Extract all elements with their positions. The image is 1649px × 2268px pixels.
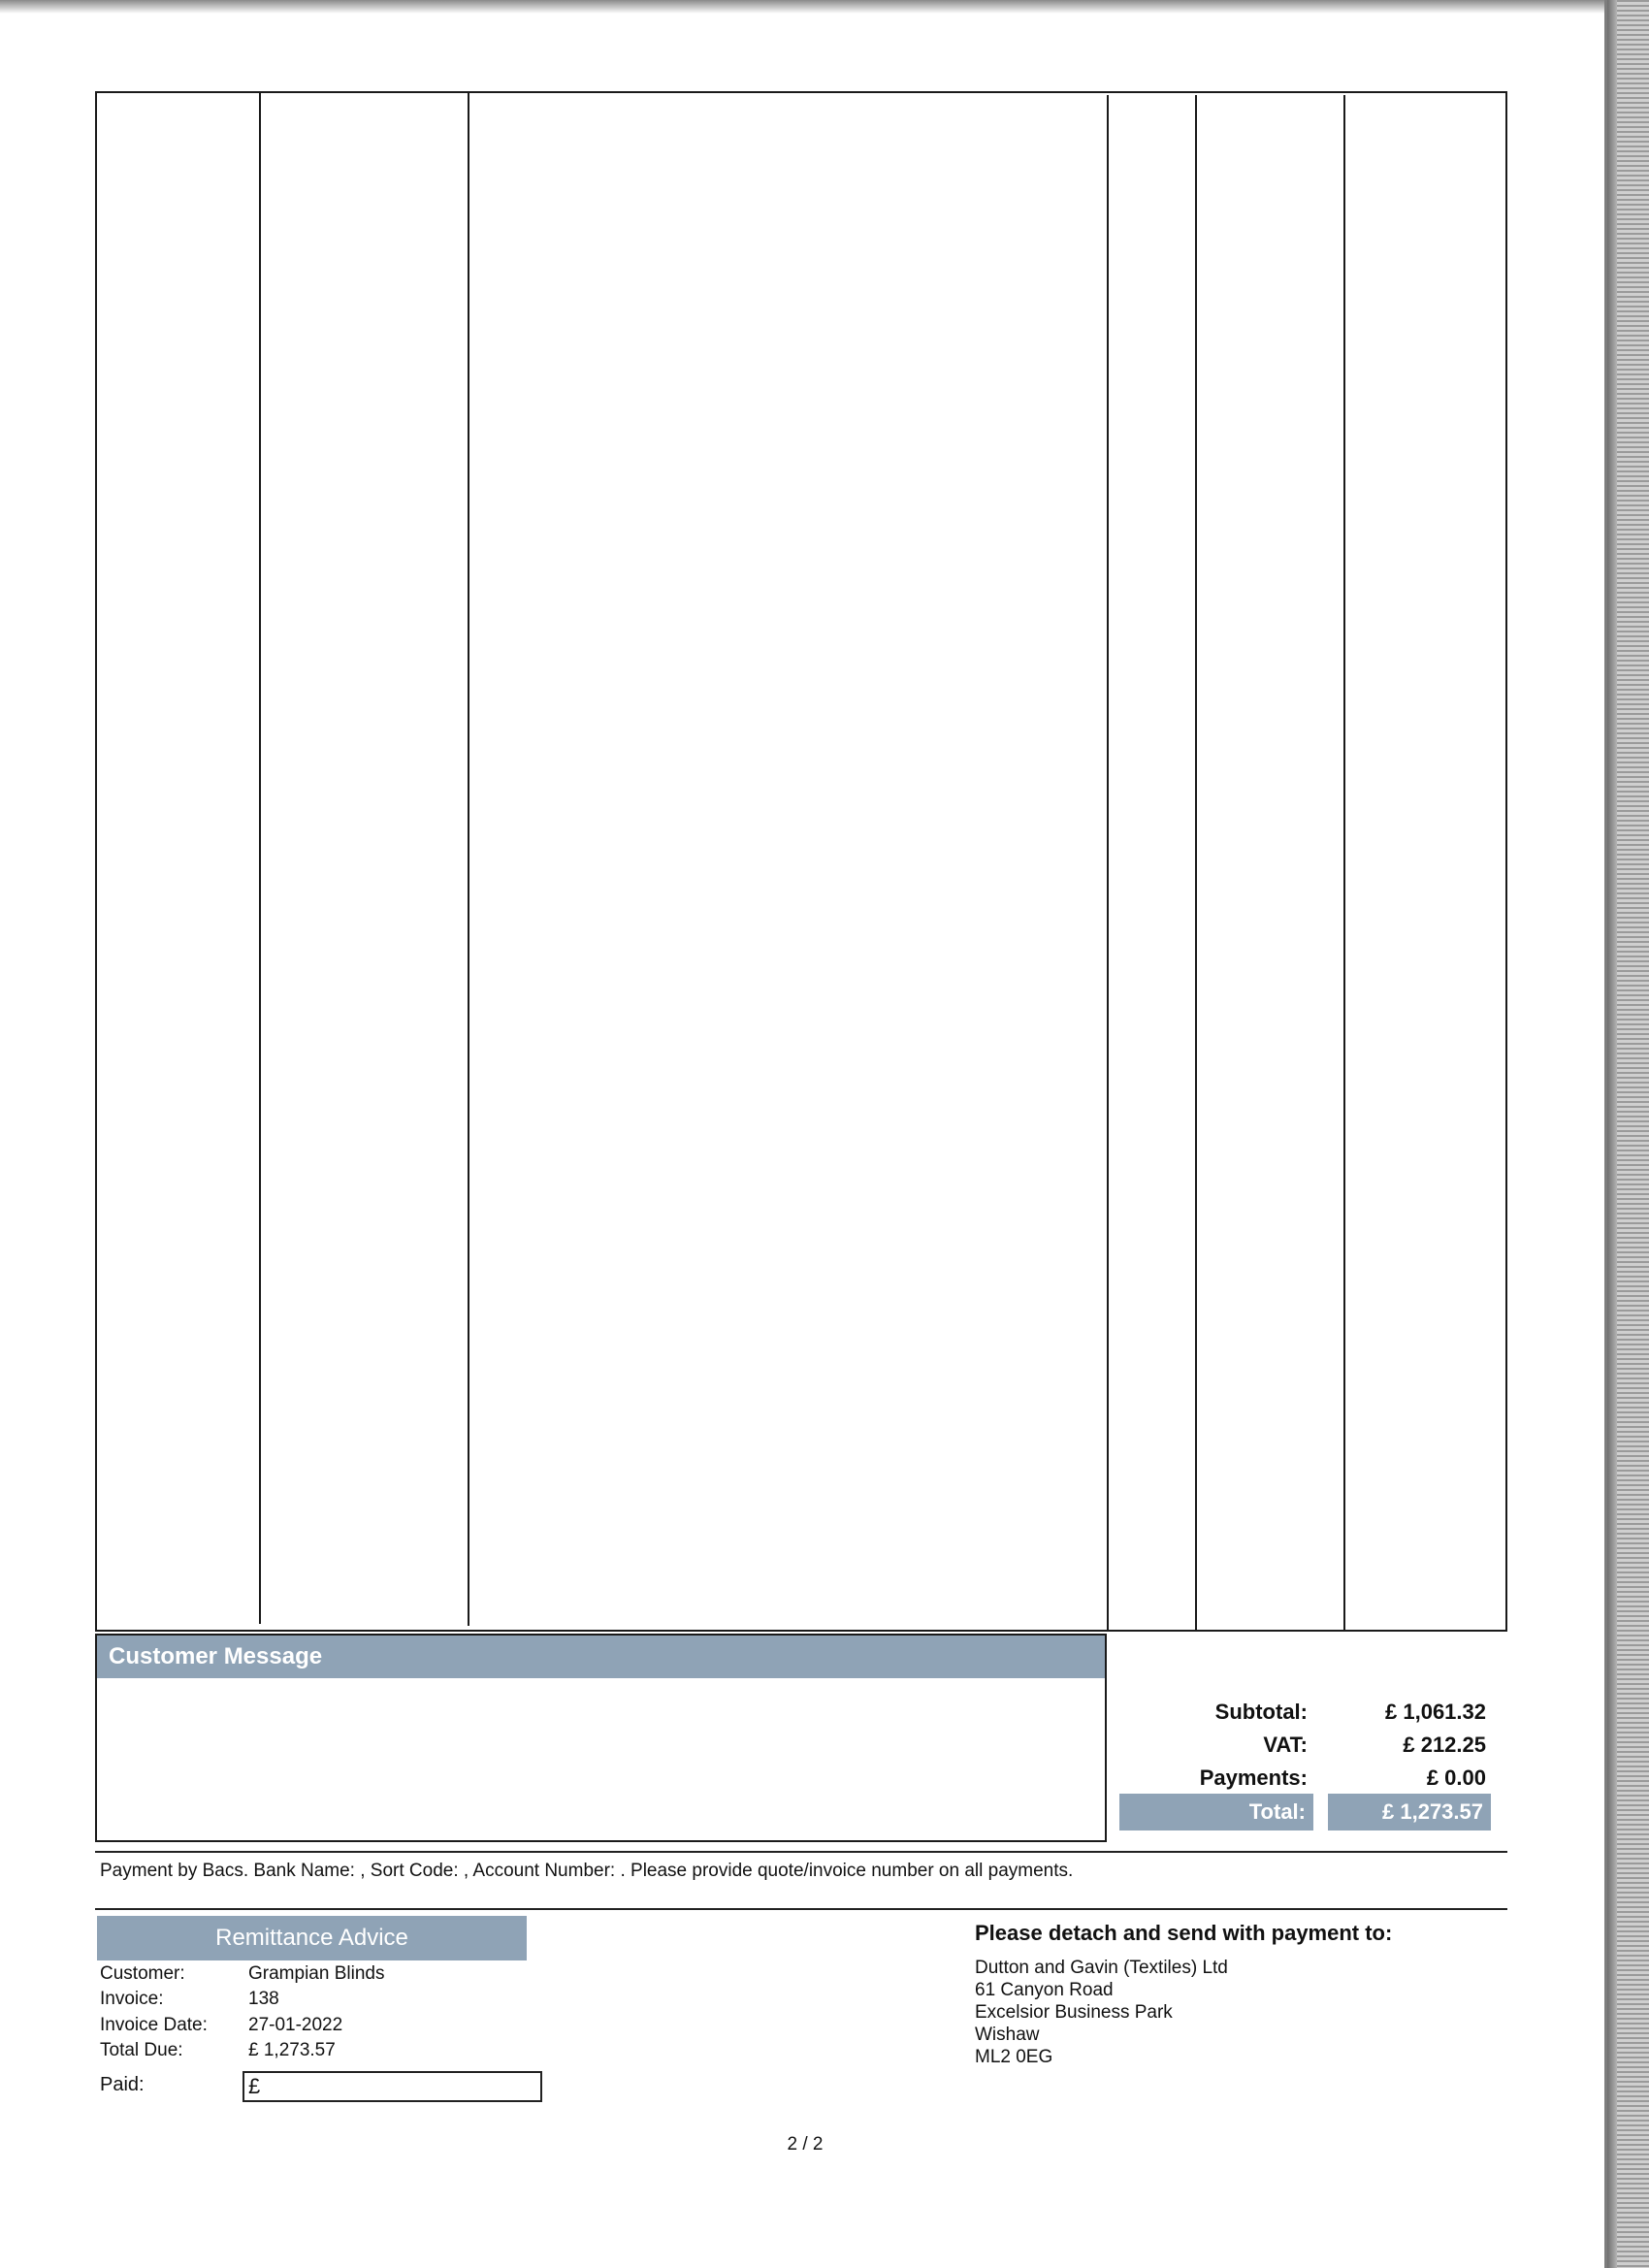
table-column-divider (1195, 95, 1197, 1632)
remit-due-value: £ 1,273.57 (248, 2040, 336, 2060)
divider-rule (95, 1851, 1507, 1853)
total-label: Total: (1119, 1794, 1313, 1831)
customer-message-box (95, 1634, 1107, 1842)
remit-customer-label: Customer: (100, 1963, 185, 1984)
table-column-divider (1343, 95, 1345, 1632)
scan-edge-top (0, 0, 1649, 14)
remit-paid-label: Paid: (100, 2074, 145, 2095)
table-column-divider (259, 91, 261, 1624)
vat-label: VAT: (1263, 1733, 1308, 1757)
vat-value: £ 212.25 (1403, 1733, 1486, 1757)
subtotal-value: £ 1,061.32 (1385, 1700, 1486, 1724)
line-items-table (95, 91, 1507, 1632)
table-column-divider (1107, 95, 1109, 1630)
address-line: Dutton and Gavin (Textiles) Ltd (975, 1958, 1228, 1978)
remit-customer-value: Grampian Blinds (248, 1963, 385, 1984)
payments-label: Payments: (1199, 1766, 1308, 1790)
remit-invoice-value: 138 (248, 1989, 279, 2009)
remit-due-label: Total Due: (100, 2040, 183, 2060)
paid-amount-field[interactable]: £ (242, 2071, 542, 2102)
page-indicator: 2 / 2 (787, 2134, 824, 2155)
remit-date-label: Invoice Date: (100, 2015, 208, 2035)
remittance-advice-heading: Remittance Advice (97, 1916, 527, 1960)
remit-date-value: 27-01-2022 (248, 2015, 343, 2035)
subtotal-label: Subtotal: (1214, 1700, 1308, 1724)
total-value: £ 1,273.57 (1328, 1794, 1491, 1831)
payment-instructions: Payment by Bacs. Bank Name: , Sort Code: , Account Number: . Please provide quote/invoice number on all payments. (100, 1861, 1074, 1881)
address-line: Excelsior Business Park (975, 2002, 1173, 2023)
address-line: 61 Canyon Road (975, 1980, 1114, 2000)
table-column-divider (468, 93, 469, 1626)
address-line: Wishaw (975, 2025, 1040, 2045)
payments-value: £ 0.00 (1426, 1766, 1486, 1790)
address-line: ML2 0EG (975, 2047, 1053, 2067)
divider-rule (95, 1908, 1507, 1910)
scan-edge-right (1604, 0, 1649, 2268)
customer-message-heading: Customer Message (97, 1636, 1105, 1678)
remit-invoice-label: Invoice: (100, 1989, 164, 2009)
customer-message-text (97, 1678, 1105, 1698)
send-to-heading: Please detach and send with payment to: (975, 1921, 1393, 1945)
